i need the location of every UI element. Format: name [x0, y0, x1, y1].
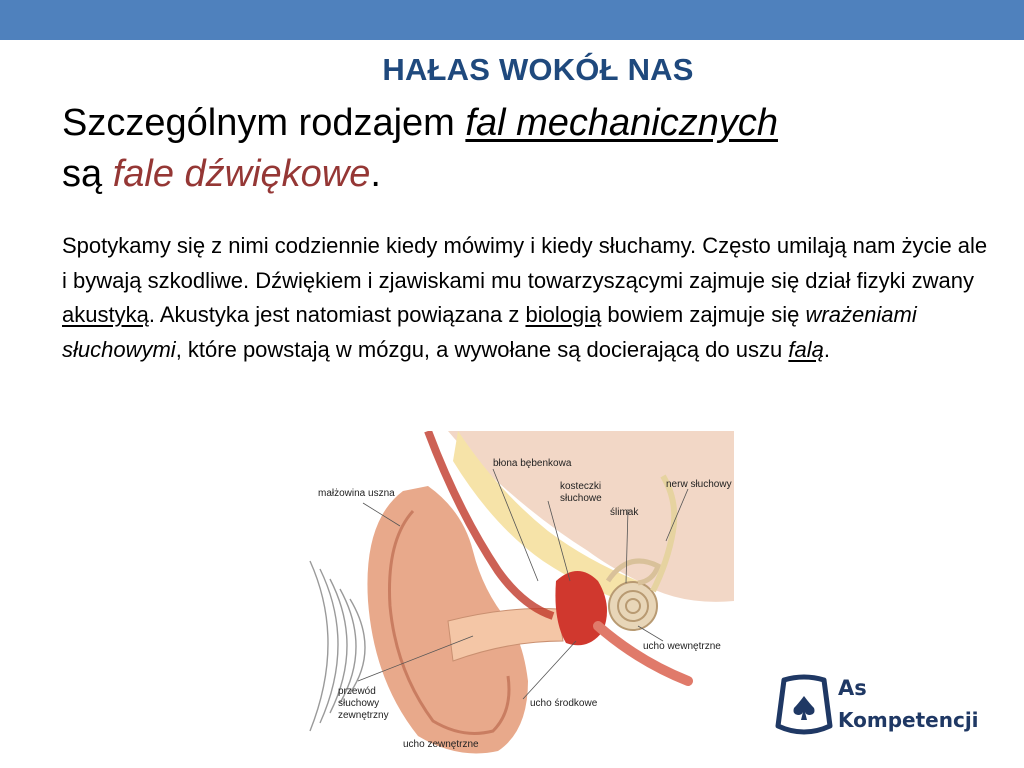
label-middle-ear: ucho środkowe [530, 698, 598, 709]
label-cochlea: ślimak [610, 507, 639, 518]
body-text-2: . Akustyka jest natomiast powiązana z [148, 302, 526, 327]
ace-emblem-icon [768, 672, 840, 744]
label-inner-ear: ucho wewnętrzne [643, 641, 721, 652]
label-canal-2: słuchowy [338, 698, 380, 709]
slide-title: HAŁAS WOKÓŁ NAS [382, 52, 694, 87]
label-pinna: małżowina uszna [318, 488, 395, 499]
lead-text-3: . [370, 153, 381, 195]
term-mechanical-waves[interactable]: fal mechanicznych [465, 102, 778, 144]
body-text-4: , które powstają w mózgu, a wywołane są docierającą do uszu [175, 336, 789, 362]
ear-anatomy-diagram [308, 431, 734, 760]
body-paragraph [62, 229, 992, 367]
label-canal-1: przewód [338, 686, 376, 697]
cochlea-shape [609, 582, 657, 630]
lead-text-1: Szczególnym rodzajem [62, 102, 466, 144]
link-wave[interactable]: falą [788, 336, 824, 362]
label-canal-3: zewnętrzny [338, 710, 389, 721]
body-text-3: bowiem zajmuje się [601, 302, 806, 327]
label-eardrum: błona bębenkowa [493, 458, 572, 469]
term-sound-waves: fale dźwiękowe [112, 153, 371, 195]
label-ossicles-2: słuchowe [560, 493, 602, 504]
brand-logo [768, 672, 1008, 748]
body-text-1: Spotykamy się z nimi codziennie kiedy mówimy i kiedy słuchamy. Często umilają nam życie ale i bywają szkodliwe. Dźwiękiem i zjawiskami mu towarzyszącymi zajmuje się dział fizyki zwany [62, 233, 988, 293]
brand-line-2: Kompetencji [838, 708, 979, 732]
label-outer-ear: ucho zewnętrzne [403, 739, 479, 750]
term-auditory-sensations: wrażeniami słuchowymi [62, 302, 917, 362]
top-accent-band [0, 0, 1024, 40]
link-biology[interactable]: biologią [525, 302, 602, 327]
link-acoustics[interactable]: akustyką [62, 302, 149, 327]
lead-sentence [62, 98, 962, 200]
body-text-5: . [823, 336, 830, 362]
lead-text-2: są [62, 153, 113, 195]
label-nerve: nerw słuchowy [666, 479, 732, 490]
label-ossicles-1: kosteczki [560, 481, 602, 492]
brand-line-1: As [838, 676, 867, 700]
